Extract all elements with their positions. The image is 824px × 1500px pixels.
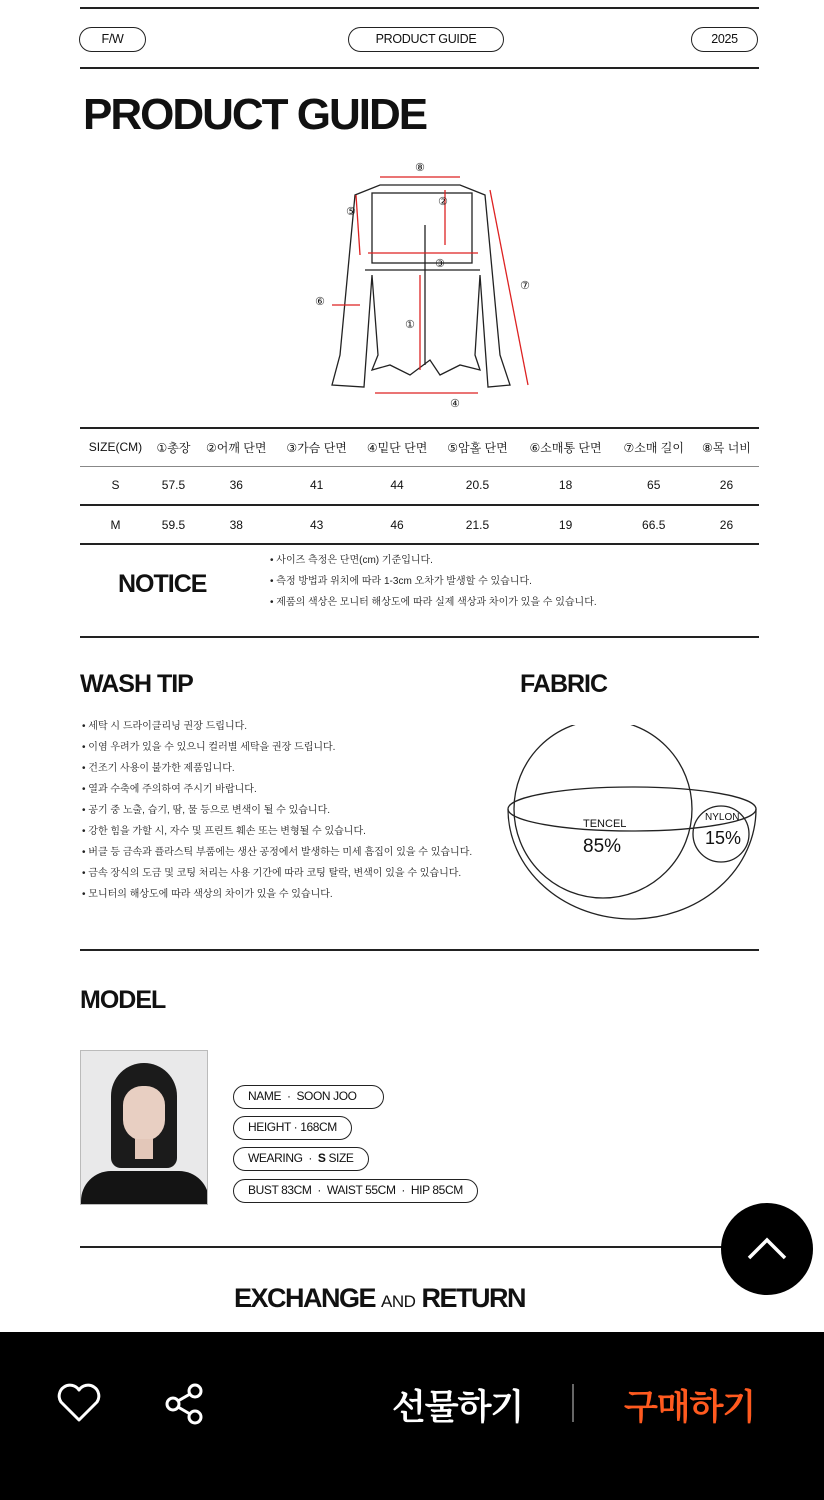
share-icon[interactable] xyxy=(162,1382,208,1426)
fabric-title: FABRIC xyxy=(520,670,608,698)
label-3: ③ xyxy=(435,258,445,270)
tencel-label: TENCEL xyxy=(583,818,627,830)
model-height-pill xyxy=(233,1116,352,1140)
fabric-diagram xyxy=(500,725,770,925)
wash-rule xyxy=(80,949,759,951)
cell: 18 xyxy=(518,466,614,505)
col-header: ⑦소매 길이 xyxy=(614,428,694,466)
chevron-up-icon xyxy=(721,1203,813,1295)
col-header: ⑧목 너비 xyxy=(694,428,759,466)
cell: 20.5 xyxy=(437,466,517,505)
height-label: HEIGHT xyxy=(248,1120,291,1134)
cell: 59.5 xyxy=(151,505,196,544)
cell: 26 xyxy=(694,505,759,544)
cell: 26 xyxy=(694,466,759,505)
product-guide-pill: PRODUCT GUIDE xyxy=(348,27,504,52)
exchange-return-heading xyxy=(234,1283,525,1314)
notice-title: NOTICE xyxy=(118,570,207,598)
label-4: ④ xyxy=(450,398,460,410)
cell: 46 xyxy=(357,505,437,544)
col-header: ⑤암홀 단면 xyxy=(437,428,517,466)
cell: 41 xyxy=(276,466,356,505)
table-row xyxy=(80,505,759,544)
col-header: ⑥소매통 단면 xyxy=(518,428,614,466)
col-header: ③가슴 단면 xyxy=(276,428,356,466)
sep: · xyxy=(308,1151,313,1165)
top-rule xyxy=(80,7,759,9)
cell: 36 xyxy=(196,466,276,505)
cell: 65 xyxy=(614,466,694,505)
wash-item: • 버클 등 금속과 플라스틱 부품에는 생산 공정에서 발생하는 미세 흠집이 있을 수 있습니다. xyxy=(82,847,473,858)
cell: M xyxy=(80,505,151,544)
model-height: 168CM xyxy=(300,1120,337,1134)
wash-item: • 열과 수축에 주의하여 주시기 바랍니다. xyxy=(82,784,257,795)
nylon-label: NYLON xyxy=(705,812,740,823)
cell: S xyxy=(80,466,151,505)
wash-item: • 강한 힘을 가할 시, 자수 및 프린트 훼손 또는 변형될 수 있습니다. xyxy=(82,826,366,837)
cell: 57.5 xyxy=(151,466,196,505)
return-word: RETURN xyxy=(421,1283,525,1313)
notice-list xyxy=(270,550,597,613)
size-table xyxy=(80,427,759,545)
model-title: MODEL xyxy=(80,986,166,1014)
sep: · xyxy=(293,1120,298,1134)
cell: 43 xyxy=(276,505,356,544)
name-label: NAME xyxy=(248,1089,282,1103)
gift-button[interactable]: 선물하기 xyxy=(392,1388,524,1428)
col-header: ①총장 xyxy=(151,428,196,466)
scroll-top-button[interactable] xyxy=(721,1203,813,1295)
wash-item: • 이염 우려가 있을 수 있으니 컬러별 세탁을 권장 드립니다. xyxy=(82,742,336,753)
notice-item: • 측정 방법과 위치에 따라 1-3cm 오차가 발생할 수 있습니다. xyxy=(270,576,532,587)
sep: · xyxy=(286,1089,291,1103)
heart-icon[interactable] xyxy=(56,1382,102,1424)
cell: 21.5 xyxy=(437,505,517,544)
cell: 38 xyxy=(196,505,276,544)
header-rule xyxy=(80,67,759,69)
page-title: PRODUCT GUIDE xyxy=(83,90,427,139)
cell: 44 xyxy=(357,466,437,505)
wash-tip-title: WASH TIP xyxy=(80,670,193,698)
model-rule xyxy=(80,1246,730,1248)
label-6: ⑥ xyxy=(315,296,325,308)
divider xyxy=(572,1384,574,1422)
wash-item: • 공기 중 노출, 습기, 땀, 물 등으로 변색이 될 수 있습니다. xyxy=(82,805,331,816)
table-header xyxy=(80,428,759,466)
bottom-bar xyxy=(0,1332,824,1500)
cell: 19 xyxy=(518,505,614,544)
cell: 66.5 xyxy=(614,505,694,544)
wearing-size: S xyxy=(317,1151,326,1165)
label-1: ① xyxy=(405,319,415,331)
wash-tip-list xyxy=(82,716,472,905)
table-row xyxy=(80,466,759,505)
garment-diagram xyxy=(310,155,550,415)
exchange-word: EXCHANGE xyxy=(234,1283,376,1313)
model-name: SOON JOO xyxy=(296,1089,357,1103)
model-measure-pill: BUST 83CM · WAIST 55CM · HIP 85CM xyxy=(233,1179,478,1203)
label-7: ⑦ xyxy=(520,280,530,292)
tencel-percent: 85% xyxy=(583,836,622,857)
wash-item: • 세탁 시 드라이클리닝 권장 드립니다. xyxy=(82,721,248,732)
label-2: ② xyxy=(438,196,448,208)
col-header: ②어깨 단면 xyxy=(196,428,276,466)
wearing-label: WEARING xyxy=(248,1151,303,1165)
label-5: ⑤ xyxy=(346,206,356,218)
buy-button[interactable]: 구매하기 xyxy=(624,1388,756,1428)
label-8: ⑧ xyxy=(415,162,425,174)
col-header: SIZE(CM) xyxy=(80,428,151,466)
and-word: AND xyxy=(381,1292,416,1311)
wearing-suffix: SIZE xyxy=(328,1151,354,1165)
wash-item: • 건조기 사용이 불가한 제품입니다. xyxy=(82,763,235,774)
model-wearing-pill xyxy=(233,1147,369,1171)
season-pill: F/W xyxy=(79,27,146,52)
model-name-pill xyxy=(233,1085,384,1109)
year-pill: 2025 xyxy=(691,27,758,52)
notice-item: • 사이즈 측정은 단면(cm) 기준입니다. xyxy=(270,555,433,566)
model-photo xyxy=(80,1050,208,1205)
nylon-percent: 15% xyxy=(705,828,742,848)
col-header: ④밑단 단면 xyxy=(357,428,437,466)
wash-item: • 금속 장식의 도금 및 코팅 처리는 사용 기간에 따라 코팅 탈락, 변색이 있을 수 있습니다. xyxy=(82,868,462,879)
notice-item: • 제품의 색상은 모니터 해상도에 따라 실제 색상과 차이가 있을 수 있습니다. xyxy=(270,597,597,608)
notice-rule xyxy=(80,636,759,638)
wash-item: • 모니터의 해상도에 따라 색상의 차이가 있을 수 있습니다. xyxy=(82,889,333,900)
